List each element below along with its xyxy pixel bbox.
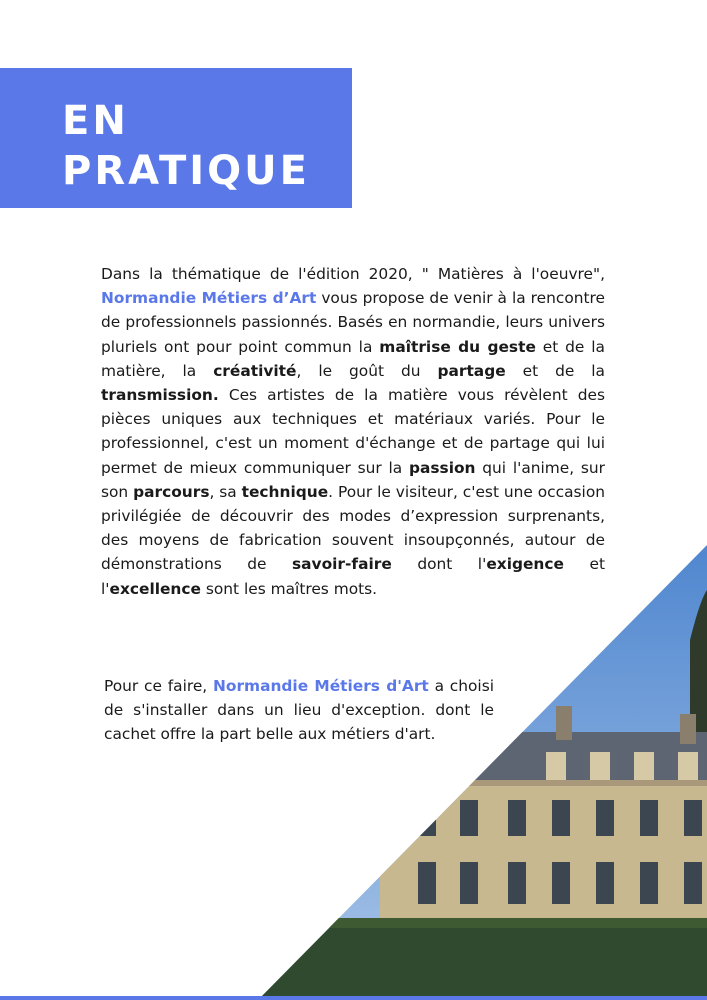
emphasis: passion: [408, 458, 476, 477]
text-run: Ces artistes de la matière vous révèlent des pièces uniques aux techniques et matériaux variés. Pour le professionnel, c'est un moment d'échange et de partage qui lui permet de mieux communiquer sur la: [101, 386, 605, 477]
text-run: Pour ce faire,: [104, 677, 213, 695]
text-run: , sa: [209, 482, 242, 501]
brand-name: Normandie Métiers d’Art: [101, 289, 317, 308]
page-title-line-2: PRATIQUE: [62, 148, 310, 194]
emphasis: transmission.: [101, 386, 219, 405]
emphasis: créativité: [213, 361, 297, 380]
text-run: et de la: [505, 361, 605, 380]
emphasis: partage: [437, 361, 506, 380]
text-run: et l': [101, 555, 605, 598]
text-run: et de la matière, la: [101, 337, 605, 380]
chimney: [680, 714, 696, 744]
emphasis: maîtrise du geste: [379, 337, 536, 356]
bottom-accent-line: [0, 996, 707, 1000]
text-run: , le goût du: [296, 361, 438, 380]
text-run: . Pour le visiteur, c'est une occasion privilégiée de découvrir des modes d’expression surprenants, des moyens de fabrication souvent insoupçonnés, autour de démonstrations de: [101, 482, 605, 574]
text-run: a choisi de s'installer dans un lieu d'exception. dont le cachet offre la part belle aux métiers d'art.: [104, 677, 494, 744]
page-title-line-1: EN: [62, 98, 129, 144]
chimney: [556, 706, 572, 740]
text-run: sont les maîtres mots.: [200, 579, 378, 598]
brand-name: Normandie Métiers d'Art: [212, 677, 429, 695]
text-run: Dans la thématique de l'édition 2020, " Matières à l'oeuvre",: [101, 265, 605, 283]
emphasis: savoir-faire: [292, 555, 392, 574]
lawn: [250, 918, 707, 1000]
text-run: qui l'anime, sur son: [101, 458, 605, 501]
venue-paragraph: [104, 674, 494, 747]
emphasis: technique: [241, 482, 329, 501]
text-run: vous propose de venir à la rencontre de professionnels passionnés. Basés en normandie, leurs univers pluriels ont pour point commun la: [101, 289, 605, 356]
emphasis: parcours: [133, 482, 210, 501]
emphasis: exigence: [486, 555, 564, 574]
text-run: dont l': [391, 555, 487, 574]
emphasis: excellence: [109, 579, 201, 598]
